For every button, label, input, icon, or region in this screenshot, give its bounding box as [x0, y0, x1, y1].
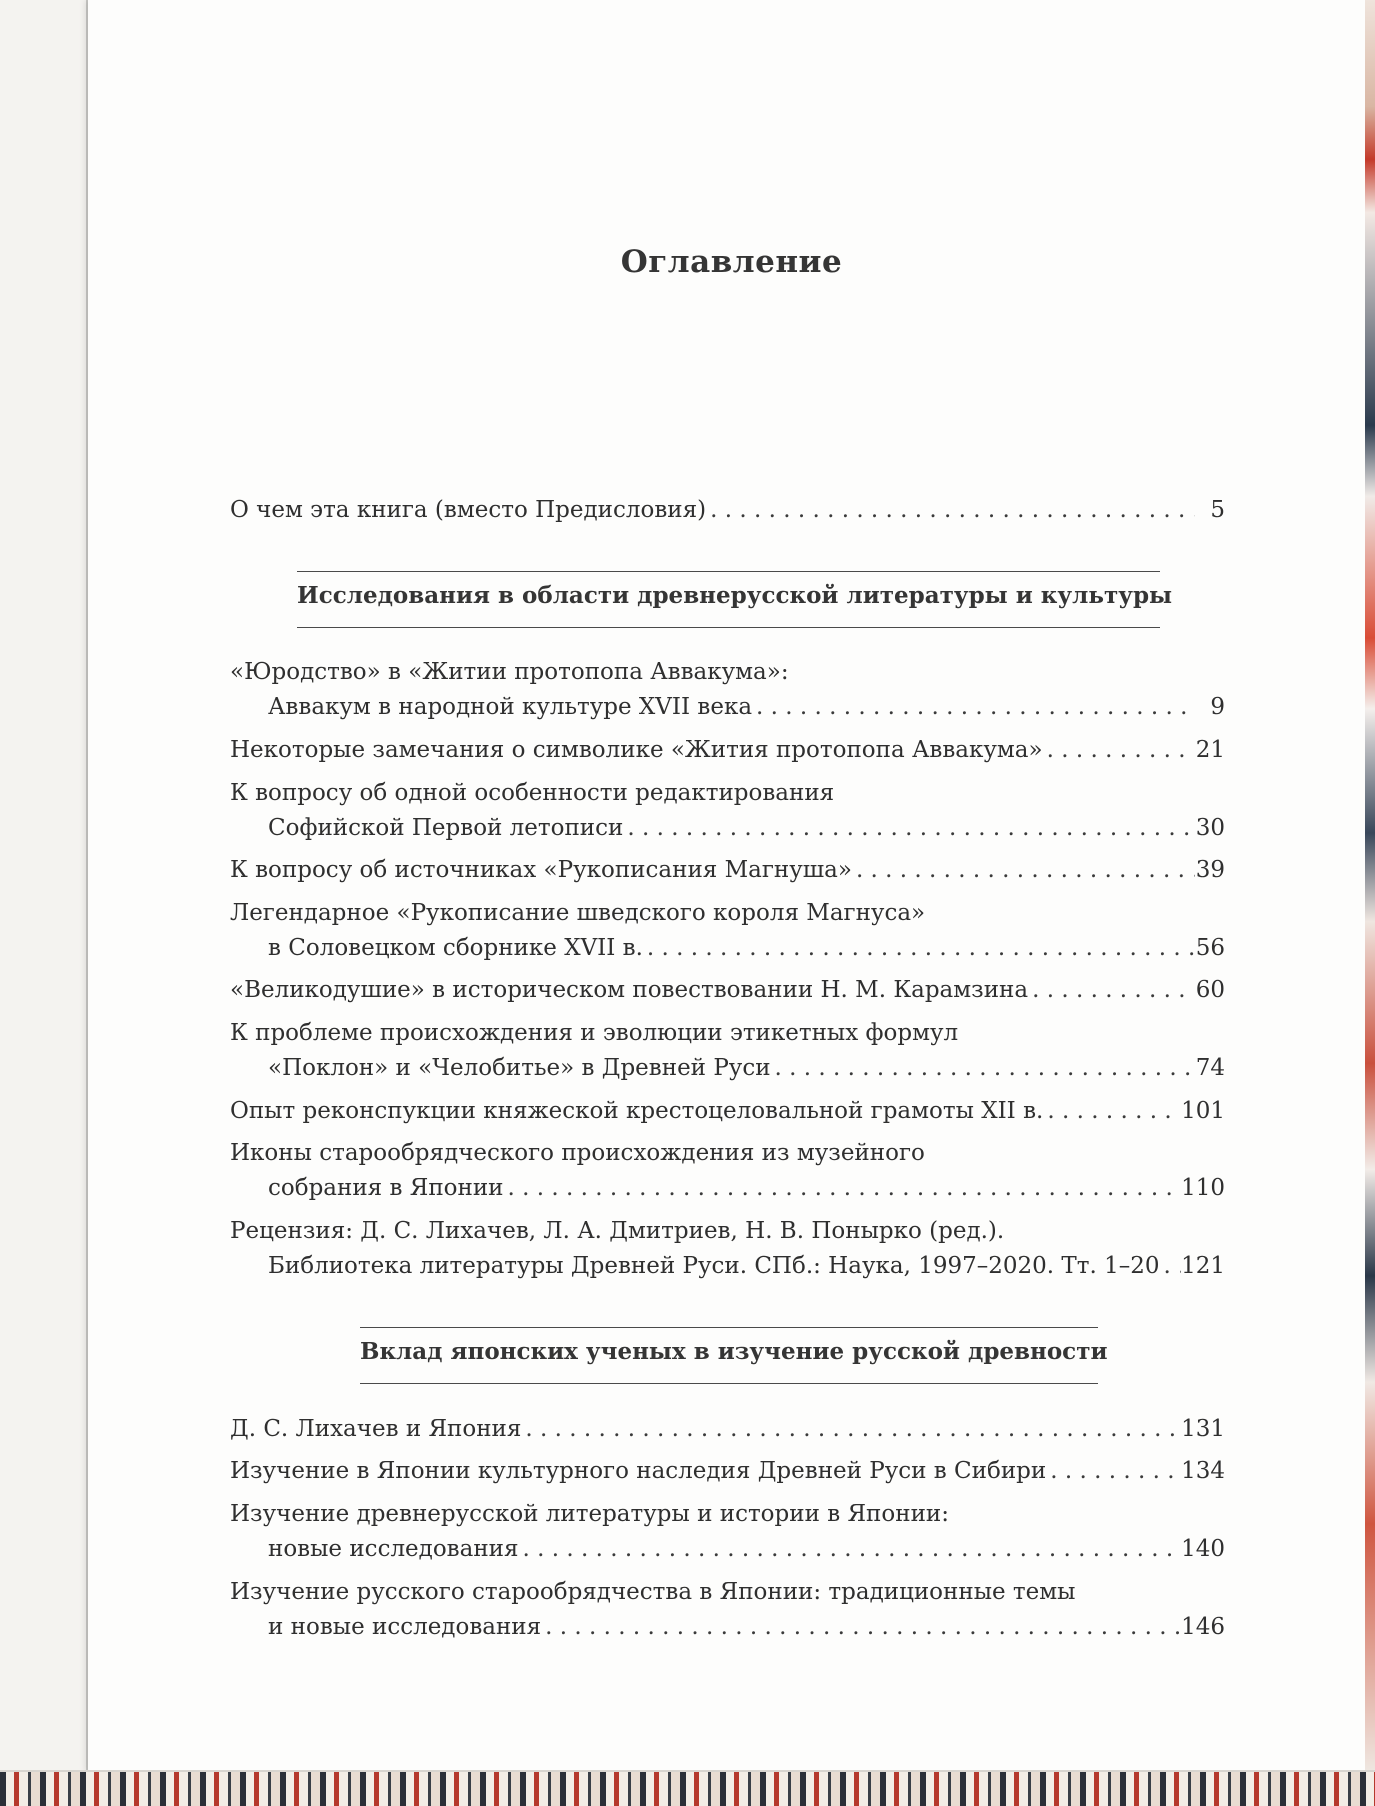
toc-entry-line[interactable]: Изучение древнерусской литературы и истории в Японии: [230, 1501, 949, 1527]
dot-leader [1159, 1249, 1181, 1283]
toc-entry-text: в Соловецком сборнике XVII в. [268, 935, 643, 961]
toc-page-number: 140 [1181, 1536, 1225, 1562]
dot-leader [1046, 1454, 1181, 1488]
section-rule-bottom [360, 1383, 1098, 1384]
dot-leader [1028, 973, 1195, 1007]
toc-entry[interactable] [230, 1412, 1225, 1446]
dot-leader [521, 1412, 1181, 1446]
section-rule-top [297, 571, 1160, 572]
toc-page-number: 21 [1195, 737, 1225, 763]
toc-page-number: 110 [1181, 1175, 1225, 1201]
background-pattern [0, 1772, 1375, 1806]
toc-entry[interactable] [268, 1051, 1225, 1085]
toc-entry[interactable] [268, 1249, 1225, 1283]
toc-entry-line[interactable]: «Юродство» в «Житии протопопа Аввакума»: [230, 659, 789, 685]
toc-entry-text: К вопросу об источниках «Рукописания Магнуша» [230, 857, 852, 883]
toc-entry[interactable] [268, 931, 1225, 965]
toc-entry[interactable] [268, 811, 1225, 845]
page-title: Оглавление [620, 244, 843, 280]
toc-entry-line[interactable]: К проблеме происхождения и эволюции этикетных формул [230, 1020, 959, 1046]
toc-entry-intro[interactable] [230, 493, 1225, 527]
dot-leader [852, 853, 1195, 887]
toc-page-number: 74 [1195, 1055, 1225, 1081]
section-heading-1: Исследования в области древнерусской литературы и культуры [297, 582, 1173, 609]
toc-page-number: 9 [1210, 694, 1225, 720]
toc-entry-text: Библиотека литературы Древней Руси. СПб.: Наука, 1997–2020. Тт. 1–20 [268, 1253, 1160, 1279]
toc-page-number: 146 [1181, 1614, 1225, 1640]
toc-page-number: 131 [1181, 1416, 1225, 1442]
toc-page-number: 60 [1195, 977, 1225, 1003]
toc-entry-text: Некоторые замечания о символике «Жития протопопа Аввакума» [230, 737, 1043, 763]
toc-page-number: 134 [1181, 1458, 1225, 1484]
toc-entry-line[interactable]: Иконы старообрядческого происхождения из музейного [230, 1140, 925, 1166]
toc-page-number: 121 [1181, 1253, 1225, 1279]
dot-leader [623, 811, 1195, 845]
dot-leader [752, 690, 1195, 724]
dot-leader [706, 493, 1195, 527]
toc-entry[interactable] [230, 1454, 1225, 1488]
toc-entry[interactable] [230, 733, 1225, 767]
toc-entry-text: О чем эта книга (вместо Предисловия) [230, 497, 707, 523]
toc-entry-text: Д. С. Лихачев и Япония [230, 1416, 522, 1442]
toc-entry[interactable] [268, 1610, 1225, 1644]
toc-entry-line[interactable]: Легендарное «Рукописание шведского короля Магнуса» [230, 900, 926, 926]
toc-entry-line[interactable]: Изучение русского старообрядчества в Японии: традиционные темы [230, 1579, 1076, 1605]
toc-page-number: 56 [1195, 935, 1225, 961]
toc-page-number: 101 [1181, 1098, 1225, 1124]
toc-entry-text: Опыт реконспукции княжеской крестоцеловальной грамоты XII в. [230, 1098, 1044, 1124]
toc-entry-text: собрания в Японии [268, 1175, 504, 1201]
toc-page-number: 30 [1195, 815, 1225, 841]
toc-entry-text: новые исследования [268, 1536, 519, 1562]
dot-leader [771, 1051, 1195, 1085]
toc-entry[interactable] [268, 1171, 1225, 1205]
toc-entry[interactable] [230, 973, 1225, 1007]
toc-entry-line[interactable]: Рецензия: Д. С. Лихачев, Л. А. Дмитриев, Н. В. Понырко (ред.). [230, 1218, 1005, 1244]
toc-entry-text: Изучение в Японии культурного наследия Древней Руси в Сибири [230, 1458, 1047, 1484]
toc-entry-text: «Поклон» и «Челобитье» в Древней Руси [268, 1055, 771, 1081]
section-rule-top [360, 1327, 1098, 1328]
toc-entry-line[interactable]: К вопросу об одной особенности редактирования [230, 780, 835, 806]
toc-entry[interactable] [230, 853, 1225, 887]
toc-entry-text: «Великодушие» в историческом повествовании Н. М. Карамзина [230, 977, 1029, 1003]
dot-leader [643, 931, 1195, 965]
toc-entry[interactable] [230, 1094, 1225, 1128]
toc-entry-text: Аввакум в народной культуре XVII века [268, 694, 753, 720]
section-heading-2: Вклад японских ученых в изучение русской древности [360, 1338, 1108, 1365]
toc-entry-text: и новые исследования [268, 1614, 542, 1640]
dot-leader [1043, 1094, 1181, 1128]
dot-leader [541, 1610, 1181, 1644]
dot-leader [504, 1171, 1182, 1205]
toc-entry[interactable] [268, 1532, 1225, 1566]
toc-entry-text: Софийской Первой летописи [268, 815, 624, 841]
dot-leader [519, 1532, 1182, 1566]
toc-entry[interactable] [268, 690, 1225, 724]
toc-page-number: 5 [1210, 497, 1225, 523]
section-rule-bottom [297, 627, 1160, 628]
toc-page-number: 39 [1195, 857, 1225, 883]
dot-leader [1043, 733, 1195, 767]
